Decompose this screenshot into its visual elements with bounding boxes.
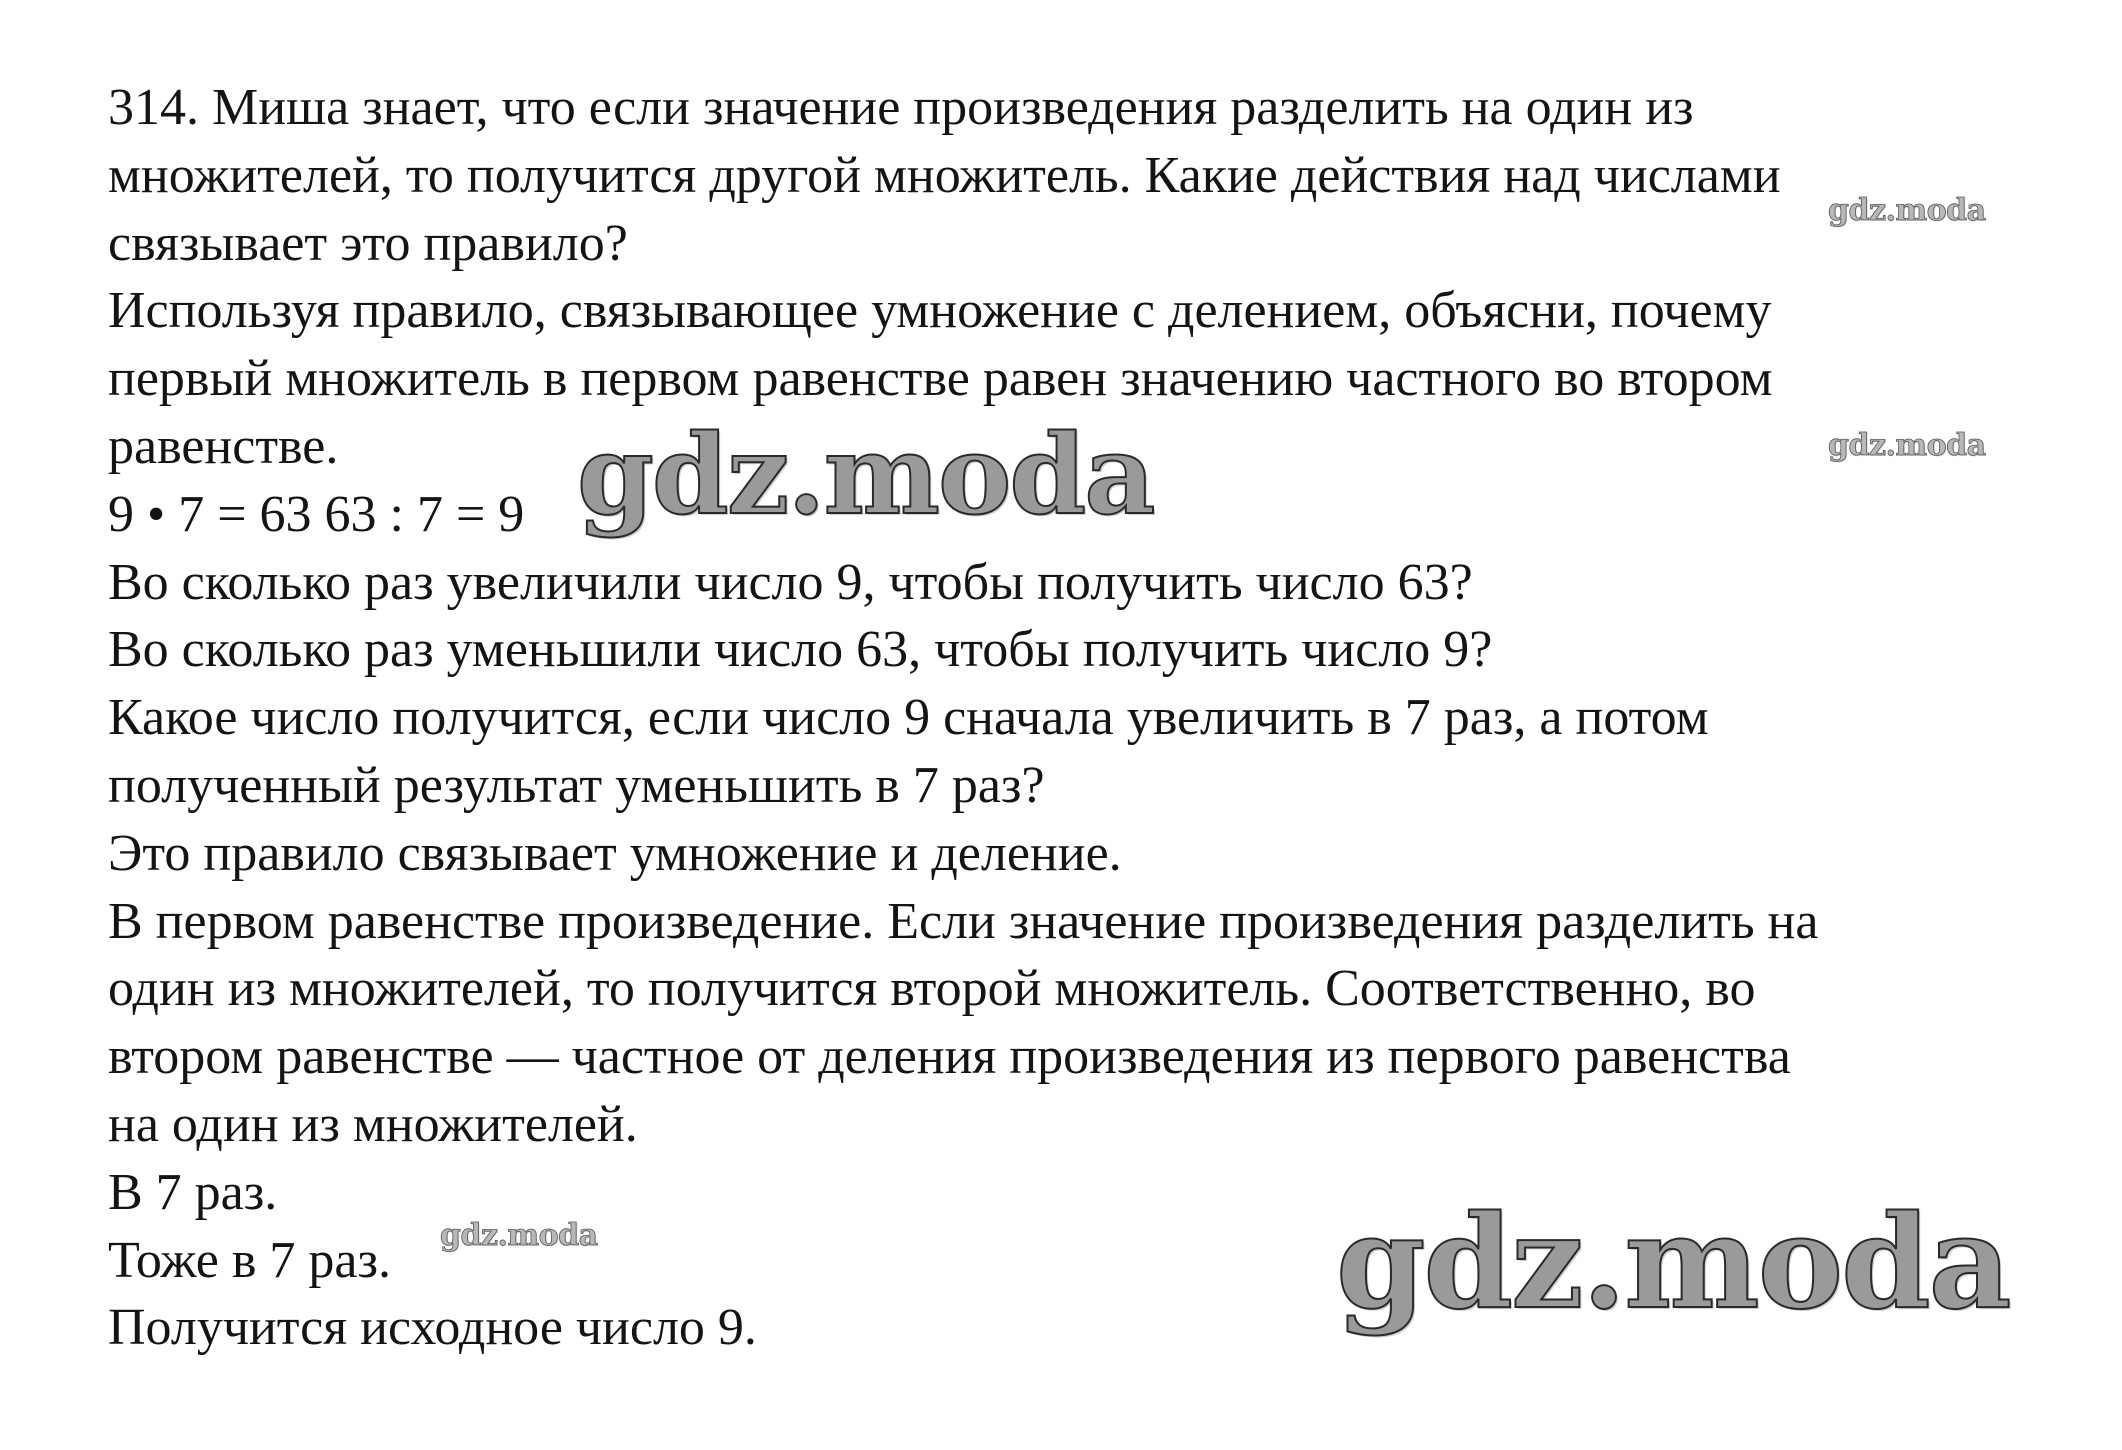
text-line: один из множителей, то получится второй множитель. Соответственно, во [108,960,1756,1018]
text-line: Какое число получится, если число 9 сначала увеличить в 7 раз, а потом [108,689,1709,747]
watermark-logo: gdz.moda [1336,1188,2010,1338]
text-line: Во сколько раз уменьшили число 63, чтобы получить число 9? [108,621,1493,679]
text-line: на один из множителей. [108,1095,638,1153]
text-line: первый множитель в первом равенстве равен значению частного во втором [108,350,1773,408]
document-text [108,74,2098,1362]
text-line: 314. Миша знает, что если значение произведения разделить на один из [108,79,1694,136]
text-line: В 7 раз. [108,1163,278,1221]
watermark-logo: gdz.moda [440,1218,598,1253]
watermark-logo: gdz.moda [1828,428,1986,463]
text-line: Тоже в 7 раз. [108,1231,392,1289]
text-line: равенстве. [108,417,339,475]
text-line: Во сколько раз увеличили число 9, чтобы получить число 63? [108,553,1473,611]
text-line: полученный результат уменьшить в 7 раз? [108,756,1045,814]
text-line: связывает это правило? [108,214,628,272]
watermark-logo: gdz.moda [1828,193,1986,228]
watermark-logo: gdz.moda [577,410,1154,539]
text-line: Получится исходное число 9. [108,1299,757,1357]
text-line: Это правило связывает умножение и деление. [108,824,1122,882]
text-line: множителей, то получится другой множитель. Какие действия над числами [108,146,1781,204]
text-line: Используя правило, связывающее умножение с делением, объясни, почему [108,282,1772,340]
equation-line: 9 • 7 = 63 63 : 7 = 9 [108,485,525,543]
text-line: втором равенстве — частное от деления произведения из первого равенства [108,1028,1791,1086]
text-line: В первом равенстве произведение. Если значение произведения разделить на [108,892,1819,950]
